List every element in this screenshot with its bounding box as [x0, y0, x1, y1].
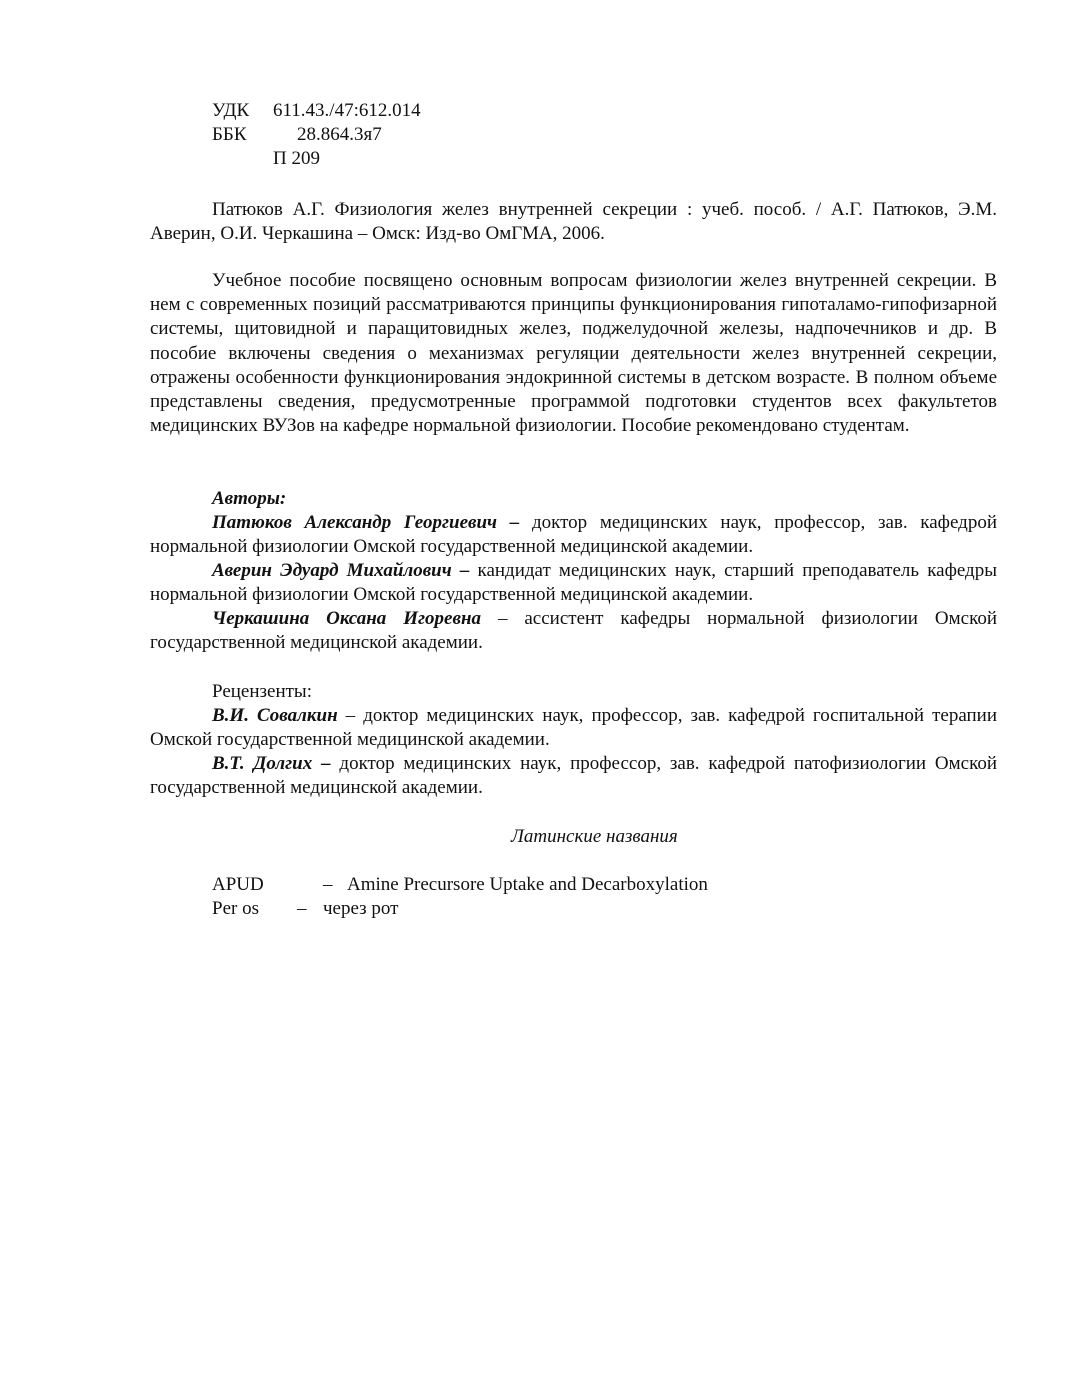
reviewer-description: – доктор медицинских наук, профессор, зав. кафедрой госпитальной терапии Омской государственной медицинской академии. — [150, 705, 998, 751]
bbk-label: ББК — [212, 124, 247, 145]
authors-heading: Авторы: — [212, 488, 287, 509]
latin-meaning: через рот — [323, 898, 399, 919]
reviewers-heading: Рецензенты: — [212, 681, 312, 702]
citation-paragraph — [150, 198, 997, 246]
reviewer-name: В.Т. Долгих – — [212, 753, 331, 774]
reviewer-item — [150, 752, 997, 800]
author-description: – ассистент кафедры нормальной физиологии Омской государственной медицинской академии. — [150, 608, 997, 654]
udk-label: УДК — [212, 100, 250, 121]
author-name: Аверин Эдуард Михайлович – — [212, 560, 470, 581]
latin-dash: – — [297, 898, 307, 919]
author-mark: П 209 — [273, 148, 320, 169]
udk-value: 611.43./47:612.014 — [273, 100, 421, 121]
citation-text: Патюков А.Г. Физиология желез внутренней секреции : учеб. пособ. / А.Г. Патюков, Э.М. Аверин, О.И. Черкашина – Омск: Изд-во ОмГМА, 2006. — [150, 199, 997, 245]
author-item — [150, 607, 997, 655]
latin-term: Per os — [212, 898, 259, 919]
annotation-text: Учебное пособие посвящено основным вопросам физиологии желез внутренней секреции. В нем с современных позиций рассматриваются принципы функционирования гипоталамо-гипофизарной системы, щитовидной и паращитовидных желез, поджелудочной железы, надпочечников и др. В пособие включены сведения о механизмах регуляции деятельности желез внутренней секреции, отражены особенности функционирования эндокринной системы в детском возрасте. В полном объеме представлены сведения, предусмотренные программой подготовки студентов всех факультетов медицинских ВУЗов на кафедре нормальной физиологии. Пособие рекомендовано студентам. — [150, 270, 997, 437]
author-name: Черкашина Оксана Игоревна — [212, 608, 481, 629]
latin-names-heading: Латинские названия — [511, 826, 678, 847]
reviewer-item — [150, 704, 997, 752]
bbk-value: 28.864.3я7 — [297, 124, 382, 145]
author-description: кандидат медицинских наук, старший преподаватель кафедры нормальной физиологии Омской государственной медицинской академии. — [150, 560, 997, 606]
reviewer-description: доктор медицинских наук, профессор, зав. кафедрой патофизиологии Омской государственной медицинской академии. — [150, 753, 998, 799]
latin-meaning: Amine Precursore Uptake and Decarboxylation — [347, 874, 708, 895]
author-item — [150, 559, 997, 607]
latin-dash: – — [323, 874, 333, 895]
latin-term: APUD — [212, 874, 264, 895]
author-item — [150, 511, 997, 559]
annotation-paragraph — [150, 269, 997, 438]
author-description: доктор медицинских наук, профессор, зав. кафедрой нормальной физиологии Омской государственной медицинской академии. — [150, 512, 998, 558]
author-name: Патюков Александр Георгиевич – — [212, 512, 520, 533]
reviewer-name: В.И. Совалкин — [212, 705, 338, 726]
